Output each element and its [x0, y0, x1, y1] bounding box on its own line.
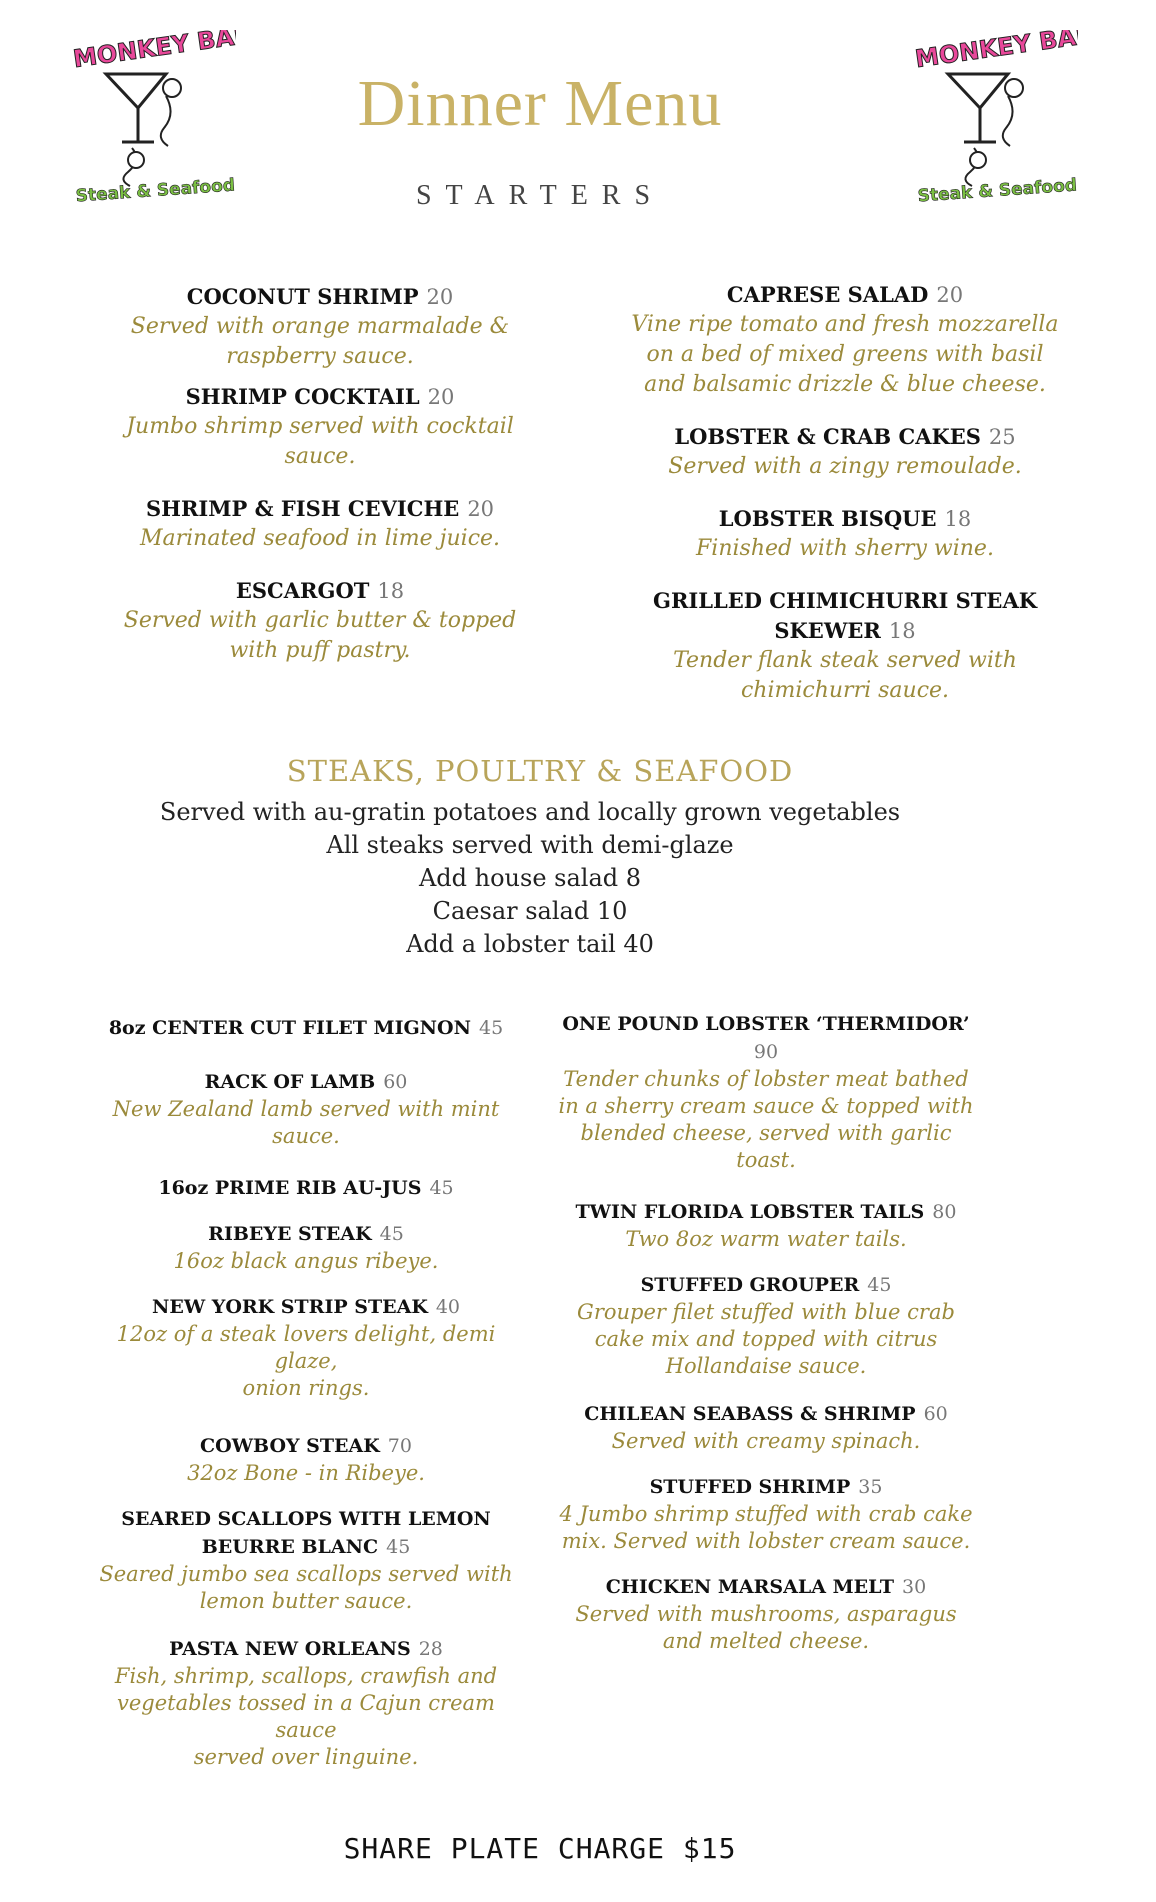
section-notes [0, 796, 1060, 961]
menu-item-description: Jumbo shrimp served with cocktail [126, 414, 514, 439]
menu-item-price: 80 [932, 1201, 957, 1223]
menu-item-description: mix. Served with lobster cream sauce. [561, 1529, 971, 1553]
menu-item-description: New Zealand lamb served with mint [112, 1097, 500, 1121]
logo-tagline-text: Steak & Seafood [917, 175, 1078, 207]
menu-item-description: raspberry sauce. [226, 344, 414, 369]
menu-item-price: 35 [858, 1476, 883, 1498]
menu-item [556, 1010, 976, 1174]
menu-item-title: ONE POUND LOBSTER ‘THERMIDOR’ [562, 1013, 970, 1035]
menu-item-name [86, 1505, 526, 1561]
menu-item-description: Tender chunks of lobster meat bathed [563, 1067, 969, 1091]
section-note: Add house salad 8 [418, 864, 642, 892]
menu-item-price: 45 [386, 1536, 411, 1558]
menu-item-title: COWBOY STEAK [200, 1435, 380, 1457]
menu-item-name [556, 1473, 976, 1501]
menu-item [86, 1432, 526, 1487]
mains-right-column [556, 1010, 976, 1675]
menu-item [610, 586, 1080, 706]
menu-item-description: with puff pastry. [229, 638, 411, 663]
menu-item-description: Marinated seafood in lime juice. [139, 526, 501, 551]
menu-item-name [556, 1198, 976, 1226]
menu-item-description: served over linguine. [193, 1745, 419, 1769]
menu-item-price: 18 [888, 619, 916, 643]
menu-item-description: in a sherry cream sauce & topped with [558, 1094, 974, 1118]
menu-item-price: 20 [427, 385, 455, 409]
menu-item-price: 20 [936, 283, 964, 307]
menu-item-description: 4 Jumbo shrimp stuffed with crab cake [559, 1502, 973, 1526]
menu-item-description: toast. [736, 1148, 796, 1172]
menu-item-description: sauce. [284, 444, 356, 469]
starters-right-column [610, 280, 1080, 726]
menu-item-title: SEARED SCALLOPS WITH LEMON [121, 1508, 491, 1530]
menu-item-price: 45 [429, 1177, 454, 1199]
mains-left-column [86, 1014, 526, 1791]
menu-item-name [86, 1068, 526, 1096]
menu-item-title: PASTA NEW ORLEANS [169, 1638, 411, 1660]
menu-item-description: 12oz of a steak lovers delight, demi glaze, [116, 1322, 496, 1373]
menu-item-description: 16oz black angus ribeye. [173, 1249, 439, 1273]
menu-item-description: lemon butter sauce. [199, 1589, 413, 1613]
menu-item-description: Served with a zingy remoulade. [668, 454, 1022, 479]
menu-item-title: SHRIMP COCKTAIL [185, 384, 420, 409]
logo-tagline-text: Steak & Seafood [75, 175, 236, 207]
menu-item-description: and melted cheese. [662, 1629, 870, 1653]
menu-item [86, 1174, 526, 1202]
section-note: All steaks served with demi-glaze [326, 831, 734, 859]
menu-item-description: sauce. [272, 1124, 340, 1148]
menu-item-name [110, 576, 530, 606]
page-title: Dinner Menu [357, 67, 723, 140]
menu-item [556, 1198, 976, 1253]
menu-item-description: blended cheese, served with garlic [580, 1121, 952, 1145]
menu-item-price: 40 [435, 1296, 461, 1318]
menu-item-name [86, 1432, 526, 1460]
menu-item-description: Seared jumbo sea scallops served with [99, 1562, 513, 1586]
menu-item-price: 28 [418, 1638, 443, 1660]
menu-item-description: onion rings. [242, 1376, 370, 1400]
menu-item-title: SHRIMP & FISH CEVICHE [145, 496, 460, 521]
menu-item-description: 32oz Bone - in Ribeye. [187, 1461, 425, 1485]
logo-brand-text: MONKEY BAR [71, 30, 236, 74]
menu-item-title: LOBSTER BISQUE [718, 506, 937, 531]
menu-item-title: CHILEAN SEABASS & SHRIMP [584, 1403, 916, 1425]
menu-item-description: Grouper filet stuffed with blue crab [577, 1300, 955, 1324]
menu-item-price: 18 [377, 579, 405, 603]
section-subtitle-starters: STARTERS [415, 180, 665, 211]
menu-item-title: NEW YORK STRIP STEAK [151, 1296, 428, 1318]
section-note: Served with au-gratin potatoes and locally grown vegetables [159, 798, 901, 826]
menu-item-title: STUFFED SHRIMP [649, 1476, 851, 1498]
menu-item-description: Served with creamy spinach. [611, 1429, 921, 1453]
menu-item [86, 1068, 526, 1150]
menu-item [610, 280, 1080, 400]
menu-item-name [110, 382, 530, 412]
menu-item-description: Served with garlic butter & topped [123, 608, 517, 633]
menu-item-description: and balsamic drizzle & blue cheese. [644, 372, 1046, 397]
menu-item [86, 1014, 526, 1042]
menu-item-title: CHICKEN MARSALA MELT [605, 1576, 895, 1598]
section-title-steaks: STEAKS, POULTRY & SEAFOOD [286, 754, 794, 788]
menu-item-title: ESCARGOT [235, 578, 370, 603]
menu-item-description: Finished with sherry wine. [696, 536, 994, 561]
menu-item-price: 45 [867, 1274, 892, 1296]
menu-item-description: vegetables tossed in a Cajun cream sauce [117, 1691, 495, 1742]
menu-item-price: 30 [902, 1576, 927, 1598]
menu-item-description: chimichurri sauce. [740, 678, 950, 703]
menu-item-name [110, 282, 530, 312]
menu-item-title: RACK OF LAMB [204, 1071, 376, 1093]
menu-item-description: Fish, shrimp, scallops, crawfish and [114, 1664, 498, 1688]
menu-item-name [610, 280, 1080, 310]
menu-item [556, 1271, 976, 1380]
menu-item-name [610, 504, 1080, 534]
menu-item-price: 45 [379, 1223, 404, 1245]
menu-item [556, 1473, 976, 1555]
section-note: Caesar salad 10 [432, 897, 628, 925]
menu-item-title: CAPRESE SALAD [726, 282, 929, 307]
menu-item-price: 70 [387, 1435, 412, 1457]
menu-item [110, 576, 530, 666]
starters-left-column [110, 282, 530, 686]
menu-item-description: Served with orange marmalade & [130, 314, 510, 339]
menu-item-price: 25 [988, 425, 1016, 449]
menu-item-description: Served with mushrooms, asparagus [575, 1602, 957, 1626]
menu-item [556, 1400, 976, 1455]
menu-item-price: 20 [467, 497, 495, 521]
menu-item-name [86, 1014, 526, 1042]
logo-brand-text: MONKEY BAR [913, 30, 1078, 74]
menu-item-title: TWIN FLORIDA LOBSTER TAILS [575, 1201, 925, 1223]
menu-item-name [86, 1293, 526, 1321]
menu-item-title: LOBSTER & CRAB CAKES [674, 424, 981, 449]
menu-item-title-cont: BEURRE BLANC [201, 1536, 379, 1558]
menu-item-description: Tender flank steak served with [673, 648, 1017, 673]
menu-item-description: cake mix and topped with citrus [594, 1327, 938, 1351]
section-note: Add a lobster tail 40 [406, 930, 654, 958]
menu-item-name [86, 1220, 526, 1248]
menu-item [86, 1220, 526, 1275]
menu-item-description: Hollandaise sauce. [665, 1354, 867, 1378]
menu-item-price: 20 [426, 285, 454, 309]
menu-item-name [556, 1010, 976, 1066]
menu-item-name [86, 1635, 526, 1663]
menu-item [610, 422, 1080, 482]
menu-item-title: RIBEYE STEAK [208, 1223, 372, 1245]
menu-item [86, 1635, 526, 1771]
menu-item-name [556, 1573, 976, 1601]
menu-item [86, 1293, 526, 1402]
menu-item-price: 60 [383, 1071, 408, 1093]
menu-item-name [556, 1271, 976, 1299]
menu-item-price: 18 [944, 507, 972, 531]
menu-item [110, 282, 530, 372]
menu-item-name [610, 586, 1080, 646]
menu-item-description: Two 8oz warm water tails. [625, 1227, 907, 1251]
menu-item-description: on a bed of mixed greens with basil [646, 342, 1044, 367]
menu-item-description: Vine ripe tomato and fresh mozzarella [631, 312, 1059, 337]
menu-item-price: 90 [753, 1041, 779, 1063]
menu-item-name [110, 494, 530, 524]
menu-item-title-cont: SKEWER [774, 618, 881, 643]
menu-item [86, 1505, 526, 1615]
menu-item-name [556, 1400, 976, 1428]
menu-item [556, 1573, 976, 1655]
menu-item-title: GRILLED CHIMICHURRI STEAK [653, 588, 1037, 613]
menu-item-price: 60 [923, 1403, 948, 1425]
menu-item-name [610, 422, 1080, 452]
menu-item [110, 494, 530, 554]
menu-item-name [86, 1174, 526, 1202]
menu-item [610, 504, 1080, 564]
menu-item-title: 8oz CENTER CUT FILET MIGNON [108, 1017, 471, 1039]
menu-item-price: 45 [478, 1017, 504, 1039]
menu-item-title: 16oz PRIME RIB AU-JUS [158, 1177, 422, 1199]
menu-item-title: COCONUT SHRIMP [186, 284, 419, 309]
share-plate-charge: SHARE PLATE CHARGE $15 [343, 1832, 737, 1865]
menu-item [110, 382, 530, 472]
menu-item-title: STUFFED GROUPER [640, 1274, 860, 1296]
